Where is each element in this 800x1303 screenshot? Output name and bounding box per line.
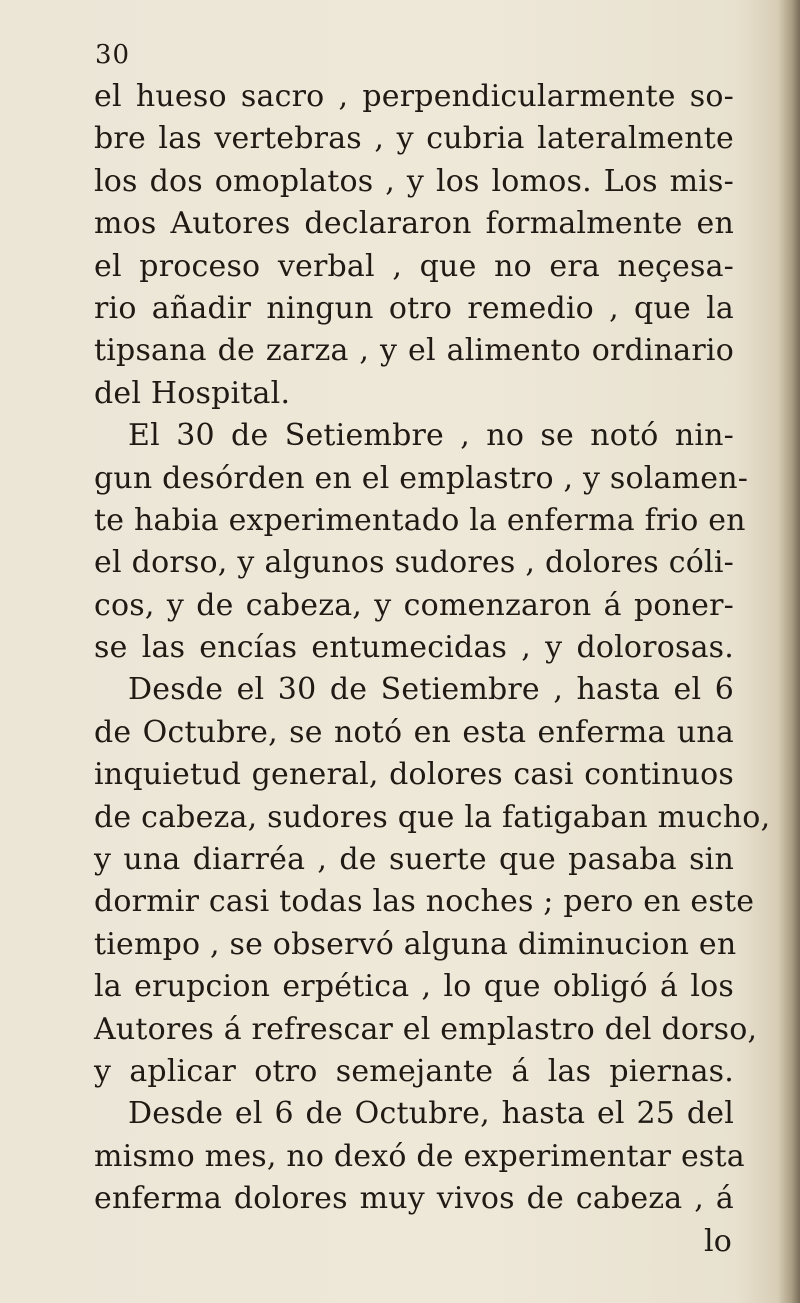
- text-line-4: mos Autores declararon formalmente en: [94, 206, 734, 242]
- text-line-20: dormir casi todas las noches ; pero en este: [94, 884, 755, 920]
- text-line-3: los dos omoplatos , y los lomos. Los mis-: [94, 163, 734, 199]
- page-edge-shadow: [778, 0, 800, 1303]
- text-line-10: gun desórden en el emplastro , y solamen-: [94, 460, 749, 496]
- text-line-12: el dorso, y algunos sudores , dolores cóli-: [94, 545, 734, 581]
- page-number: 30: [95, 40, 131, 70]
- text-line-25: Desde el 6 de Octubre, hasta el 25 del: [128, 1096, 734, 1132]
- body-text: [94, 76, 771, 1263]
- text-line-8: del Hospital.: [94, 375, 291, 411]
- text-line-14: se las encías entumecidas , y dolorosas.: [94, 630, 734, 666]
- text-line-21: tiempo , se observó alguna diminucion en: [94, 926, 737, 962]
- text-line-9: El 30 de Setiembre , no se notó nin-: [128, 418, 734, 454]
- text-line-22: la erupcion erpética , lo que obligó á los: [94, 969, 734, 1005]
- text-line-23: Autores á refrescar el emplastro del dorso,: [94, 1011, 758, 1047]
- text-line-19: y una diarréa , de suerte que pasaba sin: [94, 842, 734, 878]
- text-line-24: y aplicar otro semejante á las piernas.: [94, 1053, 734, 1089]
- text-line-17: inquietud general, dolores casi continuos: [94, 757, 734, 793]
- text-line-15: Desde el 30 de Setiembre , hasta el 6: [128, 672, 734, 708]
- text-line-26: mismo mes, no dexó de experimentar esta: [94, 1138, 745, 1174]
- text-line-16: de Octubre, se notó en esta enferma una: [94, 714, 734, 750]
- text-line-27: enferma dolores muy vivos de cabeza , á: [94, 1181, 734, 1217]
- catchword: lo: [703, 1223, 732, 1259]
- text-line-1: el hueso sacro , perpendicularmente so-: [94, 79, 734, 114]
- text-line-5: el proceso verbal , que no era neçesa-: [94, 248, 734, 284]
- text-line-18: de cabeza, sudores que la fatigaban mucho,: [94, 799, 771, 835]
- text-line-2: bre las vertebras , y cubria lateralmente: [94, 121, 734, 157]
- text-line-11: te habia experimentado la enferma frio en: [94, 502, 746, 538]
- text-line-13: cos, y de cabeza, y comenzaron á poner-: [94, 587, 734, 623]
- text-line-7: tipsana de zarza , y el alimento ordinario: [94, 333, 734, 369]
- text-line-6: rio añadir ningun otro remedio , que la: [94, 290, 734, 326]
